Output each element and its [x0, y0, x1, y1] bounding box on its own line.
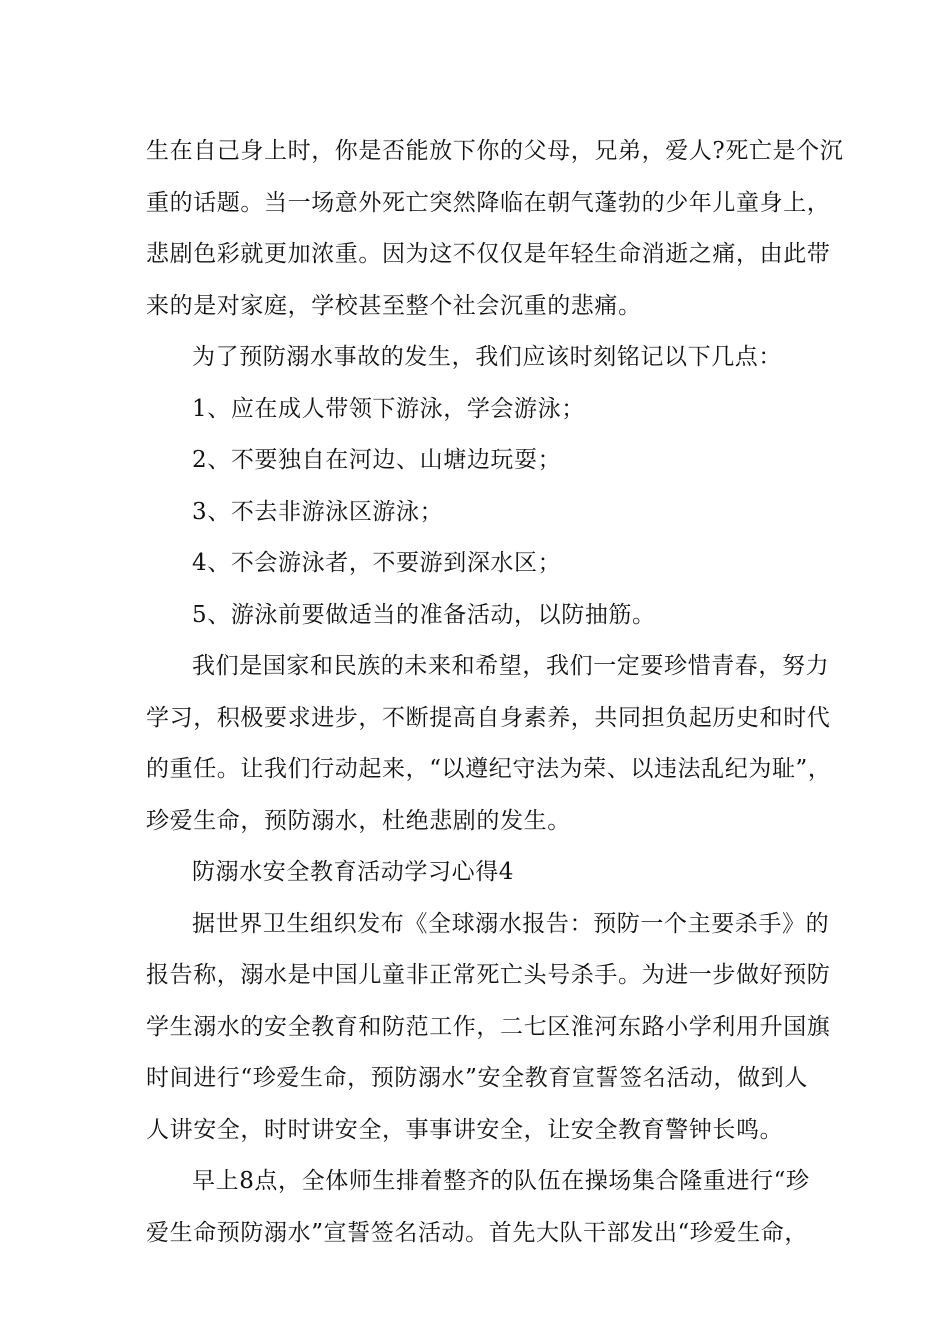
paragraph-line: 报告称，溺水是中国儿童非正常死亡头号杀手。为进一步做好预防 [146, 962, 831, 988]
paragraph-line: 珍爱生命，预防溺水，杜绝悲剧的发生。 [146, 807, 571, 834]
list-item: 4、不会游泳者，不要游到深水区； [192, 550, 562, 576]
paragraph-line: 为了预防溺水事故的发生，我们应该时刻铭记以下几点： [192, 344, 782, 370]
paragraph-line: 我们是国家和民族的未来和希望，我们一定要珍惜青春，努力 [192, 653, 830, 679]
paragraph-line: 悲剧色彩就更加浓重。因为这不仅仅是年轻生命消逝之痛，由此带 [146, 241, 831, 267]
list-item: 2、不要独自在河边、山塘边玩耍； [192, 447, 562, 473]
paragraph-line: 生在自己身上时，你是否能放下你的父母，兄弟，爱人?死亡是个沉 [146, 138, 844, 164]
paragraph-line: 据世界卫生组织发布《全球溺水报告：预防一个主要杀手》的 [192, 910, 830, 937]
paragraph-line: 早上8点，全体师生排着整齐的队伍在操场集合隆重进行“珍 [192, 1168, 810, 1194]
paragraph-line: 学习，积极要求进步，不断提高自身素养，共同担负起历史和时代 [146, 704, 831, 731]
list-item: 1、应在成人带领下游泳，学会游泳； [192, 395, 585, 422]
section-heading: 防溺水安全教育活动学习心得4 [192, 859, 515, 885]
document-body [146, 126, 844, 1259]
paragraph-line: 的重任。让我们行动起来，“以遵纪守法为荣、以违法乱纪为耻”， [146, 756, 832, 782]
paragraph-line: 重的话题。当一场意外死亡突然降临在朝气蓬勃的少年儿童身上， [146, 189, 831, 216]
paragraph-line: 来的是对家庭，学校甚至整个社会沉重的悲痛。 [146, 292, 642, 319]
list-item: 5、游泳前要做适当的准备活动，以防抽筋。 [192, 601, 656, 628]
paragraph-line: 人讲安全，时时讲安全，事事讲安全，让安全教育警钟长鸣。 [146, 1116, 784, 1143]
paragraph-line: 爱生命预防溺水”宣誓签名活动。首先大队干部发出“珍爱生命， [146, 1219, 808, 1246]
list-item: 3、不去非游泳区游泳； [192, 498, 444, 525]
paragraph-line: 时间进行“珍爱生命，预防溺水”安全教育宣誓签名活动，做到人 [146, 1065, 808, 1091]
paragraph-line: 学生溺水的安全教育和防范工作，二七区淮河东路小学利用升国旗 [146, 1013, 831, 1040]
